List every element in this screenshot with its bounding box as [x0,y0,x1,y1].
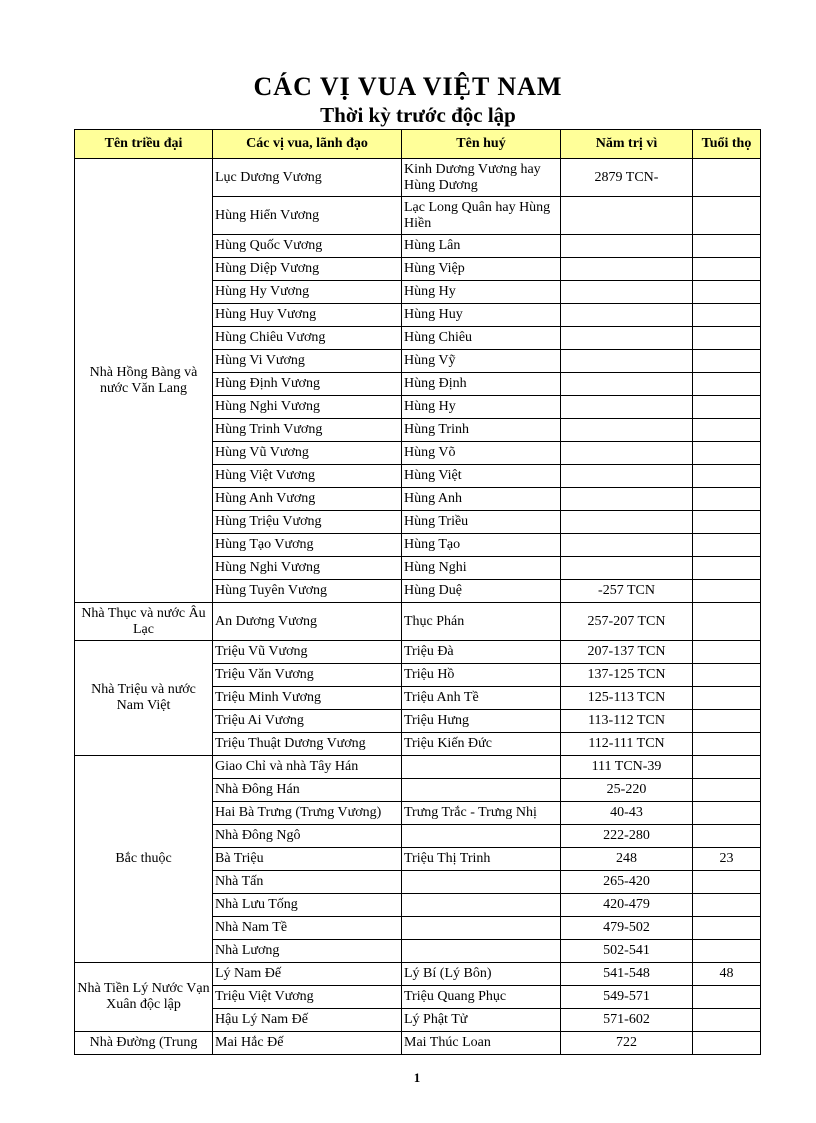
lifespan-cell [693,304,761,327]
lifespan-cell [693,258,761,281]
reign-cell: 222-280 [561,825,693,848]
king-cell: Hùng Anh Vương [213,488,402,511]
table-row [75,1032,761,1055]
personal-name-cell: Kinh Dương Vương hay Hùng Dương [402,159,561,197]
king-cell: Hậu Lý Nam Đế [213,1009,402,1032]
table-row [75,756,761,779]
dynasty-cell: Nhà Tiền Lý Nước Vạn Xuân độc lập [75,963,213,1032]
reign-cell [561,419,693,442]
personal-name-cell: Hùng Việp [402,258,561,281]
king-cell: Hùng Định Vương [213,373,402,396]
reign-cell: 137-125 TCN [561,664,693,687]
reign-cell [561,350,693,373]
personal-name-cell: Hùng Triều [402,511,561,534]
dynasty-cell: Nhà Thục và nước Âu Lạc [75,603,213,641]
lifespan-cell [693,419,761,442]
lifespan-cell [693,603,761,641]
personal-name-cell: Triệu Thị Trinh [402,848,561,871]
lifespan-cell: 23 [693,848,761,871]
lifespan-cell [693,350,761,373]
lifespan-cell [693,327,761,350]
reign-cell: 502-541 [561,940,693,963]
reign-cell: 541-548 [561,963,693,986]
dynasty-cell: Nhà Triệu và nước Nam Việt [75,641,213,756]
king-cell: Hùng Vi Vương [213,350,402,373]
king-cell: Hùng Việt Vương [213,465,402,488]
lifespan-cell [693,756,761,779]
reign-cell [561,396,693,419]
king-cell: Hùng Vũ Vương [213,442,402,465]
lifespan-cell: 48 [693,963,761,986]
lifespan-cell [693,664,761,687]
reign-cell [561,511,693,534]
personal-name-cell: Hùng Vỹ [402,350,561,373]
lifespan-cell [693,1032,761,1055]
reign-cell [561,258,693,281]
king-cell: Hùng Tạo Vương [213,534,402,557]
king-cell: Hùng Hy Vương [213,281,402,304]
reign-cell [561,488,693,511]
reign-cell [561,281,693,304]
document-subtitle: Thời kỳ trước độc lập [320,103,516,127]
personal-name-cell: Triệu Quang Phục [402,986,561,1009]
reign-cell [561,327,693,350]
king-cell: Nhà Lương [213,940,402,963]
lifespan-cell [693,802,761,825]
lifespan-cell [693,940,761,963]
personal-name-cell: Lý Phật Tử [402,1009,561,1032]
header-row [75,130,761,159]
king-cell: Hùng Tuyên Vương [213,580,402,603]
personal-name-cell: Hùng Tạo [402,534,561,557]
king-cell: Lý Nam Đế [213,963,402,986]
reign-cell [561,442,693,465]
personal-name-cell: Hùng Võ [402,442,561,465]
reign-cell: 25-220 [561,779,693,802]
reign-cell: 420-479 [561,894,693,917]
reign-cell: 2879 TCN- [561,159,693,197]
reign-cell: 479-502 [561,917,693,940]
lifespan-cell [693,159,761,197]
personal-name-cell: Hùng Duệ [402,580,561,603]
personal-name-cell: Triệu Anh Tề [402,687,561,710]
king-cell: Triệu Ai Vương [213,710,402,733]
king-cell: Triệu Vũ Vương [213,641,402,664]
table-row [75,603,761,641]
king-cell: Hai Bà Trưng (Trưng Vương) [213,802,402,825]
lifespan-cell [693,557,761,580]
reign-cell: 40-43 [561,802,693,825]
reign-cell: 125-113 TCN [561,687,693,710]
king-cell: Lục Dương Vương [213,159,402,197]
personal-name-cell: Hùng Hy [402,396,561,419]
reign-cell: 265-420 [561,871,693,894]
page-number: 1 [413,1070,421,1085]
reign-cell [561,197,693,235]
personal-name-cell [402,779,561,802]
personal-name-cell [402,756,561,779]
reign-cell: 113-112 TCN [561,710,693,733]
column-header-lifespan: Tuổi thọ [693,130,761,159]
lifespan-cell [693,641,761,664]
personal-name-cell: Mai Thúc Loan [402,1032,561,1055]
reign-cell: 257-207 TCN [561,603,693,641]
lifespan-cell [693,733,761,756]
king-cell: Hùng Chiêu Vương [213,327,402,350]
personal-name-cell: Hùng Anh [402,488,561,511]
reign-cell [561,557,693,580]
reign-cell: 549-571 [561,986,693,1009]
reign-cell [561,235,693,258]
lifespan-cell [693,465,761,488]
reign-cell: 248 [561,848,693,871]
personal-name-cell: Lý Bí (Lý Bôn) [402,963,561,986]
personal-name-cell: Triệu Hưng [402,710,561,733]
personal-name-cell: Trưng Trắc - Trưng Nhị [402,802,561,825]
reign-cell [561,304,693,327]
king-cell: Nhà Tấn [213,871,402,894]
personal-name-cell: Hùng Việt [402,465,561,488]
king-cell: Hùng Trinh Vương [213,419,402,442]
king-cell: Nhà Đông Hán [213,779,402,802]
reign-cell: 111 TCN-39 [561,756,693,779]
reign-cell: 571-602 [561,1009,693,1032]
king-cell: Hùng Hiển Vương [213,197,402,235]
king-cell: Nhà Đông Ngô [213,825,402,848]
lifespan-cell [693,235,761,258]
king-cell: Hùng Huy Vương [213,304,402,327]
lifespan-cell [693,488,761,511]
personal-name-cell: Hùng Trinh [402,419,561,442]
king-cell: Triệu Văn Vương [213,664,402,687]
lifespan-cell [693,442,761,465]
king-cell: Nhà Lưu Tống [213,894,402,917]
personal-name-cell [402,894,561,917]
personal-name-cell: Triệu Hồ [402,664,561,687]
column-header-personal-name: Tên huý [402,130,561,159]
king-cell: Hùng Quốc Vương [213,235,402,258]
personal-name-cell: Hùng Hy [402,281,561,304]
king-cell: Mai Hắc Đế [213,1032,402,1055]
lifespan-cell [693,1009,761,1032]
lifespan-cell [693,511,761,534]
king-cell: Triệu Việt Vương [213,986,402,1009]
reign-cell: -257 TCN [561,580,693,603]
dynasty-cell: Bắc thuộc [75,756,213,963]
lifespan-cell [693,779,761,802]
table-row [75,159,761,197]
personal-name-cell: Lạc Long Quân hay Hùng Hiền [402,197,561,235]
table-row [75,963,761,986]
lifespan-cell [693,534,761,557]
personal-name-cell [402,940,561,963]
king-cell: Hùng Triệu Vương [213,511,402,534]
king-cell: Bà Triệu [213,848,402,871]
table-body [75,159,761,1055]
lifespan-cell [693,373,761,396]
reign-cell [561,465,693,488]
personal-name-cell [402,825,561,848]
personal-name-cell: Triệu Kiến Đức [402,733,561,756]
reign-cell [561,534,693,557]
personal-name-cell: Thục Phán [402,603,561,641]
personal-name-cell: Hùng Chiêu [402,327,561,350]
king-cell: Hùng Diệp Vương [213,258,402,281]
king-cell: An Dương Vương [213,603,402,641]
kings-table [74,129,761,1055]
king-cell: Giao Chỉ và nhà Tây Hán [213,756,402,779]
lifespan-cell [693,894,761,917]
document-title: CÁC VỊ VUA VIỆT NAM [253,72,563,101]
lifespan-cell [693,825,761,848]
column-header-dynasty: Tên triều đại [75,130,213,159]
personal-name-cell: Hùng Nghi [402,557,561,580]
reign-cell: 722 [561,1032,693,1055]
personal-name-cell: Hùng Huy [402,304,561,327]
reign-cell: 112-111 TCN [561,733,693,756]
dynasty-cell: Nhà Hồng Bàng và nước Văn Lang [75,159,213,603]
personal-name-cell: Triệu Đà [402,641,561,664]
lifespan-cell [693,197,761,235]
column-header-king: Các vị vua, lãnh đạo [213,130,402,159]
lifespan-cell [693,871,761,894]
lifespan-cell [693,917,761,940]
lifespan-cell [693,710,761,733]
lifespan-cell [693,580,761,603]
personal-name-cell [402,871,561,894]
personal-name-cell [402,917,561,940]
lifespan-cell [693,396,761,419]
king-cell: Nhà Nam Tề [213,917,402,940]
column-header-reign: Năm trị vì [561,130,693,159]
personal-name-cell: Hùng Lân [402,235,561,258]
lifespan-cell [693,687,761,710]
dynasty-cell: Nhà Đường (Trung [75,1032,213,1055]
reign-cell [561,373,693,396]
lifespan-cell [693,986,761,1009]
king-cell: Triệu Minh Vương [213,687,402,710]
lifespan-cell [693,281,761,304]
king-cell: Hùng Nghi Vương [213,396,402,419]
reign-cell: 207-137 TCN [561,641,693,664]
table-row [75,641,761,664]
king-cell: Hùng Nghi Vương [213,557,402,580]
king-cell: Triệu Thuật Dương Vương [213,733,402,756]
personal-name-cell: Hùng Định [402,373,561,396]
